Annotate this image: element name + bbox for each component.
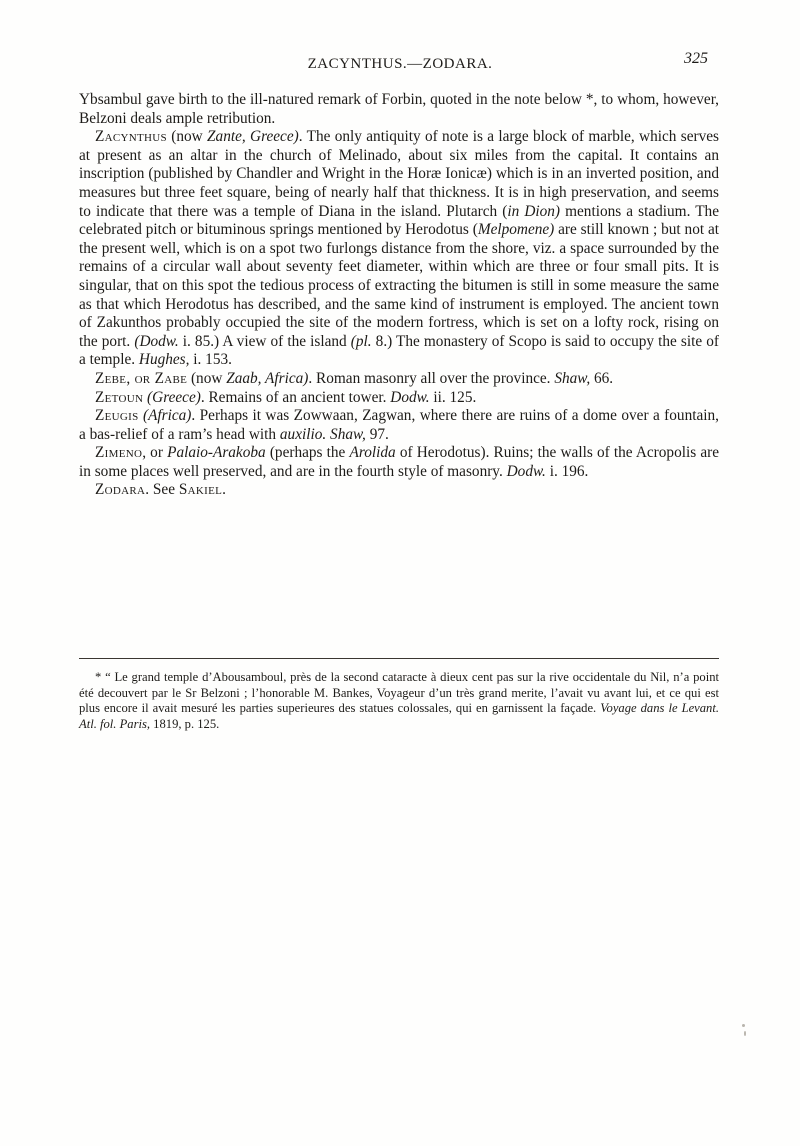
text-span: mentions a stadium. The celebrated pitch or bituminous springs mentioned by Herodotus (: [79, 202, 719, 239]
italic-span: auxilio. Shaw,: [279, 425, 366, 443]
text-span: ii. 125.: [429, 388, 477, 406]
italic-span: Zaab, Africa): [226, 369, 309, 387]
italic-span: Zante, Greece): [207, 128, 299, 146]
italic-span: (Greece): [147, 388, 201, 406]
text-span: i. 196.: [545, 462, 589, 480]
italic-span: (Dodw.: [134, 332, 179, 350]
entry-headword: Zodara: [95, 481, 146, 499]
footnote-rule: [79, 658, 719, 659]
entry-headword: Zebe, or Zabe: [95, 369, 188, 387]
italic-span: Dodw.: [390, 388, 430, 406]
intro-paragraph: Ybsambul gave birth to the ill-natured remark of Forbin, quoted in the note below *, to whom, however, Belzoni deals ample retribution.: [79, 91, 719, 127]
italic-span: Palaio-Arakoba: [167, 444, 266, 462]
entry-headword: Zeugis: [95, 407, 139, 425]
cross-reference: Sakiel: [178, 481, 223, 499]
running-head: ZACYNTHUS.—ZODARA.: [307, 56, 493, 72]
text-span: 8.) The monastery of Scopo is said to occupy the site of a temple.: [79, 332, 719, 369]
text-span: , or: [142, 444, 168, 462]
page-number: 325: [684, 50, 708, 67]
italic-span: (pl.: [350, 332, 372, 350]
text-span: i. 153.: [189, 351, 232, 369]
text-span: 66.: [590, 369, 614, 387]
entry-zebe: [79, 370, 719, 389]
italic-span: Hughes,: [138, 351, 190, 369]
text-span: of Herodotus). Ruins; the walls of the Acropolis are in some places well preserved, and are in the fourth style of masonry.: [79, 444, 720, 480]
entry-headword: Zetoun: [95, 388, 144, 406]
paper-speck: [744, 1031, 746, 1036]
text-span: (now: [166, 128, 208, 146]
entry-zeugis: [79, 407, 719, 444]
text-span: (perhaps the: [265, 444, 350, 462]
text-span: .: [222, 481, 226, 499]
italic-span: Shaw,: [554, 369, 591, 387]
text-span: (now: [187, 369, 227, 387]
paper-speck: [742, 1024, 745, 1027]
text-span: are still known ; but not at the present well, which is on a spot two furlongs distance from the shore, viz. a space surrounded by the remains of a circular wall about seventy feet diameter, within which are three or four small pits. It is singular, that on this spot the tedious process of extracting the bitumen is still in some measure the same as that which Herodotus has described, and the same kind of instrument is employed. The ancient town of Zakunthos probably occupied the site of the modern fortress, which is set on a lofty rock, rising on the port.: [79, 221, 719, 350]
italic-span: (Africa): [142, 407, 192, 425]
italic-span: Melpomene): [477, 221, 555, 239]
entry-zacynthus: [79, 128, 719, 370]
text-span: . Roman masonry all over the province.: [308, 369, 555, 387]
text-span: 1819, p. 125.: [150, 716, 220, 731]
text-span: i. 85.) A view of the island: [178, 332, 351, 350]
text-span: . Perhaps it was Zowwaan, Zagwan, where there are ruins of a dome over a fountain, a bas-relief of a ram’s head with: [79, 407, 719, 443]
italic-span: Dodw.: [506, 462, 546, 480]
footnote: [79, 670, 719, 732]
body-text: [79, 91, 719, 500]
entry-headword: Zacynthus: [95, 128, 167, 146]
entry-headword: Zimeno: [95, 444, 143, 462]
text-span: . See: [145, 481, 179, 499]
italic-span: in Dion): [507, 202, 561, 220]
text-span: . The only antiquity of note is a large block of marble, which serves at present as an altar in the church of Melinado, about six miles from the capital. It contains an inscription (published by Chandler and Wright in the Horæ Ionicæ) which is in an inverted position, and measures but three feet square, being of nearly half that thickness. It is in high preservation, and seems to indicate that there was a temple of Diana in the island. Plutarch (: [79, 128, 719, 220]
text-span: * “ Le grand temple d’Abousamboul, près de la second cataracte à dieux cent pas sur la rive occidentale du Nil, n’a point été decouvert par le Sr Belzoni ; l’honorable M. Bankes, Voyageur d’un très grand merite, l’avait vu avant lui, et ce qui est plus encore il avait mesuré les parties superieures des statues colossales, qui en garnissent la façade.: [79, 670, 719, 716]
entry-zetoun: [79, 389, 719, 408]
italic-span: Voyage dans le Levant. Atl. fol. Paris,: [79, 701, 720, 731]
italic-span: Arolida: [349, 444, 396, 462]
entry-zodara: [79, 481, 719, 500]
entry-zimeno: [79, 444, 719, 481]
text-span: 97.: [365, 425, 389, 443]
text-span: . Remains of an ancient tower.: [200, 388, 391, 406]
